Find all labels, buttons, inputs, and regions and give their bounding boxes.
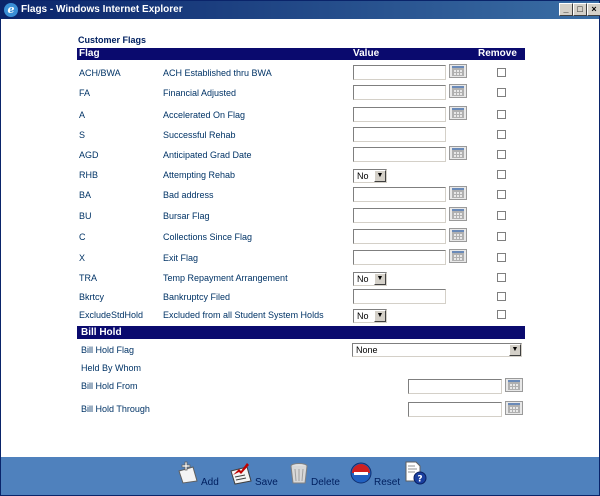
flag-description: Bursar Flag (163, 211, 210, 221)
flag-value-input[interactable] (353, 107, 446, 122)
ie-logo-icon: e (4, 3, 18, 17)
flag-row (1, 106, 599, 126)
flag-row (1, 207, 599, 227)
flag-value-input[interactable] (353, 208, 446, 223)
flag-description: Bad address (163, 190, 214, 200)
flag-value-input[interactable] (353, 127, 446, 142)
reset-button[interactable] (349, 461, 401, 491)
calendar-icon[interactable] (449, 146, 467, 160)
flag-description: Successful Rehab (163, 130, 236, 140)
bill-hold-flag-label: Bill Hold Flag (81, 345, 135, 355)
bill-hold-flag-value: None (356, 345, 378, 355)
flag-description: Exit Flag (163, 253, 199, 263)
flag-description: Collections Since Flag (163, 232, 253, 242)
flag-code: A (79, 110, 86, 120)
page-content (1, 20, 599, 456)
calendar-icon[interactable] (449, 228, 467, 242)
flag-value-select[interactable] (353, 309, 387, 323)
chevron-down-icon: ▼ (374, 273, 386, 285)
delete-label: Delete (311, 477, 340, 488)
remove-checkbox[interactable] (497, 273, 506, 282)
remove-checkbox[interactable] (497, 253, 506, 262)
save-button[interactable] (229, 461, 277, 491)
flag-code: FA (79, 88, 91, 98)
remove-checkbox[interactable] (497, 68, 506, 77)
flag-value-input[interactable] (353, 147, 446, 162)
save-label: Save (255, 477, 278, 488)
calendar-icon[interactable] (449, 249, 467, 263)
add-label: Add (201, 477, 219, 488)
bill-hold-through-input[interactable] (408, 402, 502, 417)
flag-code: AGD (79, 150, 99, 160)
bill-hold-through-label: Bill Hold Through (81, 404, 150, 414)
calendar-icon[interactable] (449, 84, 467, 98)
chevron-down-icon: ▼ (374, 170, 386, 182)
remove-checkbox[interactable] (497, 130, 506, 139)
calendar-icon[interactable] (449, 207, 467, 221)
flag-code: S (79, 130, 86, 140)
held-by-label: Held By Whom (81, 363, 142, 373)
chevron-down-icon: ▼ (509, 344, 521, 356)
add-button[interactable] (177, 461, 221, 491)
flag-row (1, 288, 599, 308)
flag-description: Anticipated Grad Date (163, 150, 252, 160)
flag-code: TRA (79, 273, 97, 283)
calendar-icon[interactable] (505, 401, 523, 415)
flag-value-input[interactable] (353, 187, 446, 202)
flag-value-select[interactable] (353, 169, 387, 183)
remove-checkbox[interactable] (497, 88, 506, 97)
bill-hold-title: Bill Hold (81, 327, 122, 338)
flag-description: Temp Repayment Arrangement (163, 273, 288, 283)
close-button[interactable]: × (587, 3, 600, 16)
flag-code: C (79, 232, 86, 242)
window-title: Flags - Windows Internet Explorer (21, 4, 183, 15)
remove-checkbox[interactable] (497, 150, 506, 159)
add-document-icon (177, 461, 201, 485)
remove-checkbox[interactable] (497, 292, 506, 301)
trash-icon (287, 461, 311, 485)
flag-row (1, 146, 599, 166)
calendar-icon[interactable] (449, 186, 467, 200)
help-button[interactable] (403, 461, 429, 491)
flag-value-input[interactable] (353, 229, 446, 244)
save-icon (229, 461, 253, 485)
remove-checkbox[interactable] (497, 211, 506, 220)
calendar-icon[interactable] (449, 106, 467, 120)
remove-checkbox[interactable] (497, 170, 506, 179)
flags-header (77, 48, 525, 60)
reset-label: Reset (374, 477, 401, 488)
remove-checkbox[interactable] (497, 190, 506, 199)
action-toolbar (1, 456, 599, 495)
flag-code: Bkrtcy (79, 292, 105, 302)
flag-value-input[interactable] (353, 65, 446, 80)
reset-icon (349, 461, 373, 485)
flag-value-input[interactable] (353, 85, 446, 100)
flag-description: ACH Established thru BWA (163, 68, 272, 78)
bill-hold-from-label: Bill Hold From (81, 381, 138, 391)
flag-value-selected: No (357, 274, 369, 284)
flag-row (1, 249, 599, 269)
bill-hold-flag-select[interactable] (352, 343, 522, 357)
flag-code: RHB (79, 170, 99, 180)
minimize-button[interactable]: _ (559, 3, 573, 16)
flag-code: ExcludeStdHold (79, 310, 144, 320)
remove-checkbox[interactable] (497, 232, 506, 241)
flag-row (1, 64, 599, 84)
flag-row (1, 269, 599, 289)
svg-text:?: ? (417, 474, 423, 485)
flag-row (1, 306, 599, 326)
remove-checkbox[interactable] (497, 310, 506, 319)
bill-hold-header (77, 326, 525, 339)
flag-code: ACH/BWA (79, 68, 121, 78)
flag-row (1, 126, 599, 146)
flag-description: Accelerated On Flag (163, 110, 246, 120)
column-header-remove: Remove (478, 48, 517, 59)
flag-code: BA (79, 190, 92, 200)
flag-value-input[interactable] (353, 250, 446, 265)
maximize-button[interactable]: □ (573, 3, 587, 16)
remove-checkbox[interactable] (497, 110, 506, 119)
flag-description: Bankruptcy Filed (163, 292, 231, 302)
flag-value-input[interactable] (353, 289, 446, 304)
flag-code: BU (79, 211, 92, 221)
flag-description: Attempting Rehab (163, 170, 236, 180)
column-header-value: Value (353, 48, 380, 59)
flag-value-select[interactable] (353, 272, 387, 286)
flag-code: X (79, 253, 86, 263)
flag-row (1, 186, 599, 206)
delete-button[interactable] (287, 461, 343, 491)
calendar-icon[interactable] (449, 64, 467, 78)
flag-value-selected: No (357, 311, 369, 321)
flag-row (1, 228, 599, 248)
column-header-flag: Flag (79, 48, 100, 59)
calendar-icon[interactable] (505, 378, 523, 392)
help-document-icon (403, 461, 427, 485)
flag-description: Financial Adjusted (163, 88, 237, 98)
flag-row (1, 84, 599, 104)
title-bar (1, 1, 599, 19)
bill-hold-from-input[interactable] (408, 379, 502, 394)
flag-row (1, 166, 599, 186)
section-title: Customer Flags (78, 35, 147, 45)
flag-value-selected: No (357, 171, 369, 181)
flag-description: Excluded from all Student System Holds (163, 310, 324, 320)
chevron-down-icon: ▼ (374, 310, 386, 322)
